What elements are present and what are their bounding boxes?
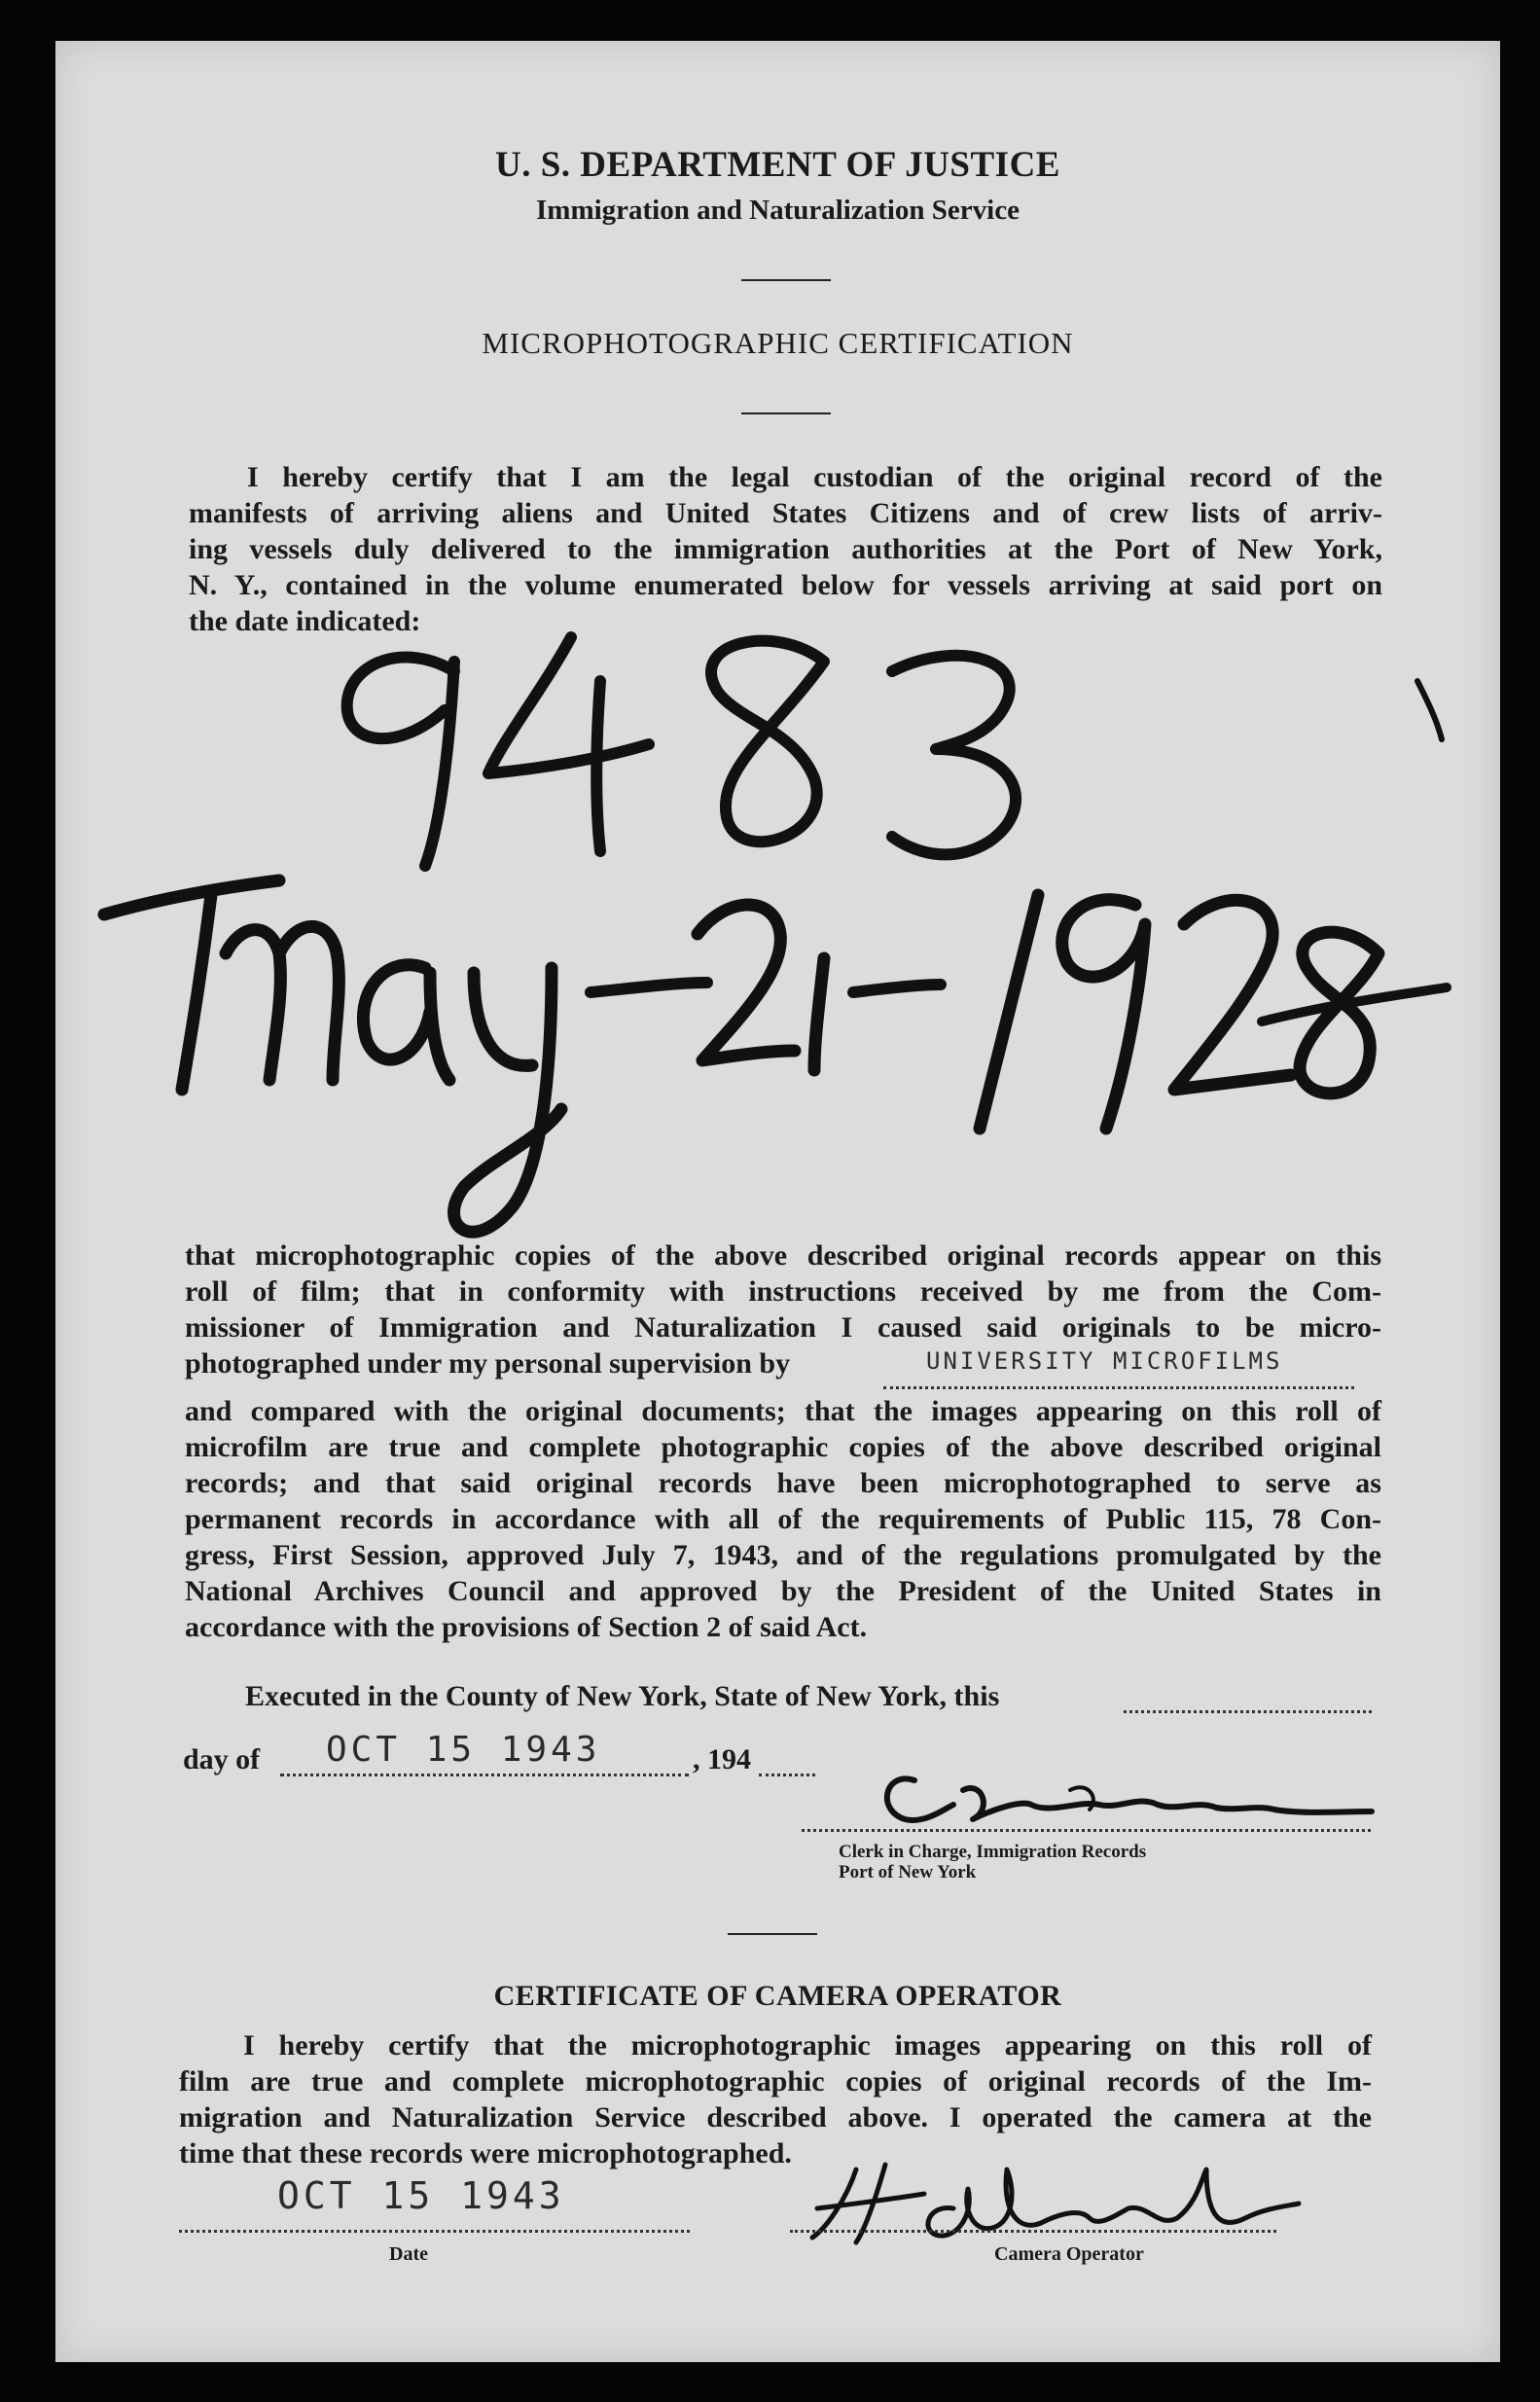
body-line: gress, First Session, approved July 7, 1943, and of the regulations promulgated by the [185,1539,1381,1571]
supervision-dotted-line [883,1386,1354,1389]
department-heading: U. S. DEPARTMENT OF JUSTICE [495,145,1060,185]
camera-line: migration and Naturalization Service described above. I operated the camera at the [179,2101,1372,2133]
body-line: roll of film; that in conformity with instructions received by me from the Com- [185,1275,1381,1308]
camera-line: time that these records were microphotographed. [179,2137,792,2169]
camera-operator-signature [798,2150,1304,2247]
camera-certificate-title: CERTIFICATE OF CAMERA OPERATOR [493,1980,1062,2012]
handwritten-volume-date [55,584,1500,1284]
camera-date-label: Date [389,2243,428,2265]
camera-date-line [179,2230,690,2233]
clerk-title: Clerk in Charge, Immigration Records [839,1842,1147,1862]
body-line: and compared with the original documents; that the images appearing on this roll of [185,1395,1381,1427]
intro-line: N. Y., contained in the volume enumerated below for vessels arriving at said port on [189,569,1382,601]
executed-text: Executed in the County of New York, State of New York, this [245,1680,1000,1712]
camera-line: I hereby certify that the microphotographic images appearing on this roll of [243,2029,1372,2061]
executed-dotted-line [1124,1710,1372,1713]
camera-operator-label: Camera Operator [994,2243,1144,2265]
service-subheading: Immigration and Naturalization Service [536,195,1020,226]
body-line: National Archives Council and approved by the President of the United States in [185,1575,1381,1607]
intro-line: I hereby certify that I am the legal custodian of the original record of the [247,461,1382,493]
body-line: microfilm are true and complete photographic copies of the above described original [185,1431,1381,1463]
camera-operator-line [790,2230,1276,2233]
clerk-port: Port of New York [839,1862,977,1882]
year-dotted-line [759,1774,815,1776]
operator-stamp: UNIVERSITY MICROFILMS [926,1347,1283,1375]
certification-title: MICROPHOTOGRAPHIC CERTIFICATION [482,326,1074,360]
header-divider [741,279,831,281]
body-line: permanent records in accordance with all of the requirements of Public 115, 78 Con- [185,1503,1381,1535]
body-line: missioner of Immigration and Naturalization I caused said originals to be micro- [185,1311,1381,1344]
intro-line: ing vessels duly delivered to the immigration authorities at the Port of New York, [189,533,1382,565]
title-divider [741,412,831,414]
body-line: records; and that said original records have been microphotographed to serve as [185,1467,1381,1499]
camera-date-stamp: OCT 15 1943 [277,2174,565,2217]
execution-date-stamp: OCT 15 1943 [326,1730,601,1770]
clerk-signature-line [802,1829,1371,1832]
clerk-signature [856,1751,1381,1839]
certification-body-continued [185,1393,1381,1645]
section-divider [728,1933,817,1935]
camera-line: film are true and complete microphotographic copies of original records of the Im- [179,2065,1372,2097]
intro-line: manifests of arriving aliens and United States Citizens and of crew lists of arriv- [189,497,1382,529]
body-line: that microphotographic copies of the above described original records appear on this [185,1239,1381,1272]
year-label: , 194 [693,1743,751,1775]
supervision-text: photographed under my personal supervision by [185,1347,791,1380]
day-of-label: day of [183,1743,261,1775]
day-of-dotted-line [280,1774,689,1776]
intro-line: the date indicated: [189,605,421,637]
body-line: accordance with the provisions of Section 2 of said Act. [185,1611,868,1643]
